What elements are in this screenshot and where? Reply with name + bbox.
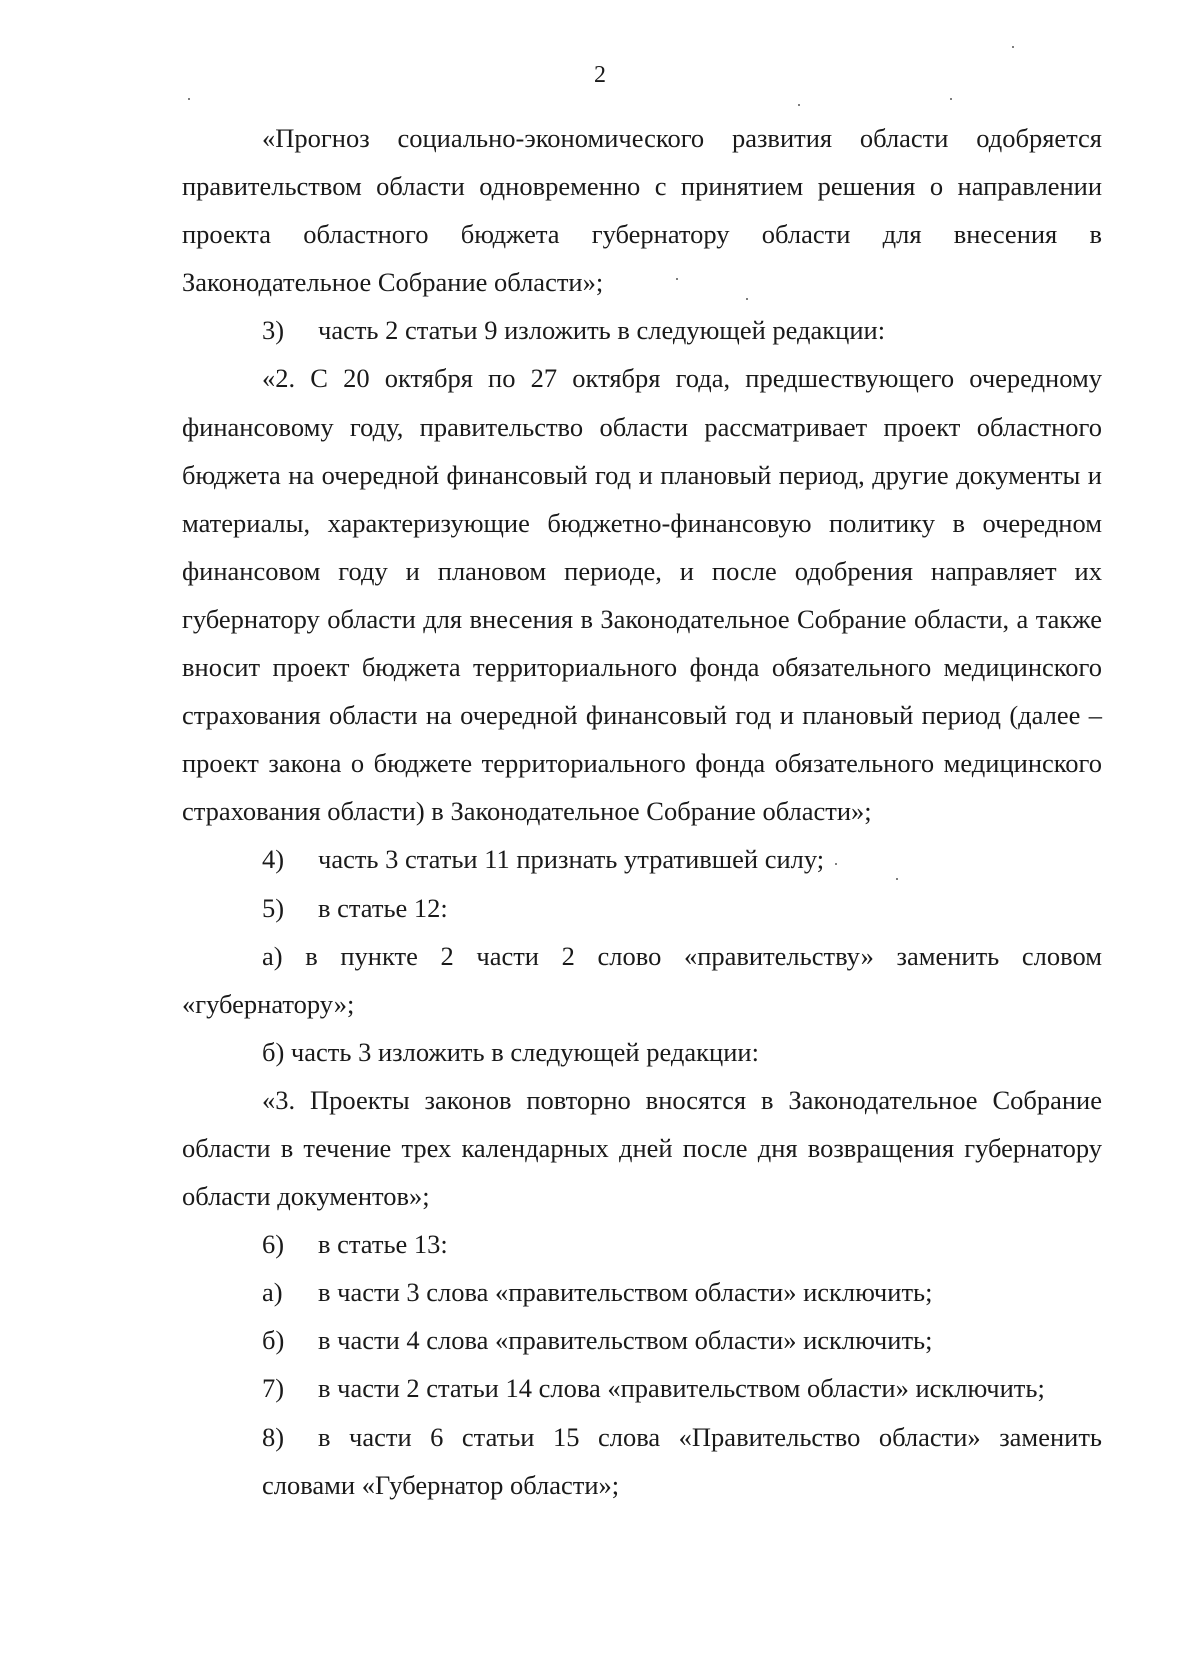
scan-speck [798,104,800,106]
item-text: в части 4 слова «правительством области» исключить; [318,1325,933,1356]
subitem-a-article-13 [182,1268,1102,1316]
item-number: 3) [262,315,285,346]
list-item-8 [182,1413,1102,1509]
item-number: б) [262,1325,285,1356]
scan-speck [1012,46,1014,48]
scan-speck [896,878,898,880]
list-item-7 [182,1364,1102,1412]
item-number: 6) [262,1229,285,1260]
scan-speck [746,298,748,300]
document-body [182,114,1102,1509]
item-text: часть 2 статьи 9 изложить в следующей редакции: [318,315,886,346]
item-number: 4) [262,844,285,875]
item-number: а) [262,1277,283,1308]
subitem-b-article-13 [182,1316,1102,1364]
item-text: часть 3 статьи 11 признать утратившей силу; [318,844,825,875]
item-text: в части 6 статьи 15 слова «Правительство области» заменить словами «Губернатор области»; [262,1421,1102,1500]
item-number: 7) [262,1373,285,1404]
item-text: в статье 12: [318,892,448,923]
scan-speck [950,98,952,100]
scan-speck [676,278,678,280]
list-item-6 [182,1220,1102,1268]
paragraph-article-12-part-3: «3. Проекты законов повторно вносятся в Законодательное Собрание области в течение трех календарных дней после дня возвращения губернатору области документов»; [182,1084,1102,1212]
subitem-b-article-12: б) часть 3 изложить в следующей редакции: [262,1036,759,1067]
list-item-5 [182,884,1102,932]
list-item-3 [182,306,1102,354]
paragraph-article-9-part-2: «2. С 20 октября по 27 октября года, предшествующего очередному финансовому году, правительство области рассматривает проект областного бюджета на очередной финансовый год и плановый период, другие документы и материалы, характеризующие бюджетно-финансовую политику в очередном финансовом году и плановом периоде, и после одобрения направляет их губернатору области для внесения в Законодательное Собрание области, а также вносит проект бюджета территориального фонда обязательного медицинского страхования области на очередной финансовый год и плановый период (далее – проект закона о бюджете территориального фонда обязательного медицинского страхования области) в Законодательное Собрание области»; [182,363,1102,827]
item-number: 5) [262,892,285,923]
paragraph-forecast: «Прогноз социально-экономического развития области одобряется правительством области одновременно с принятием решения о направлении проекта областного бюджета губернатору области для внесения в Законодательное Собрание области»; [182,123,1102,298]
item-text: в статье 13: [318,1229,448,1260]
page-number: 2 [594,62,606,88]
subitem-a-article-12: а) в пункте 2 части 2 слово «правительству» заменить словом «губернатору»; [182,940,1102,1019]
item-text: в части 3 слова «правительством области» исключить; [318,1277,933,1308]
scan-speck [835,863,837,865]
item-text: в части 2 статьи 14 слова «правительством области» исключить; [318,1373,1045,1404]
list-item-4 [182,835,1102,883]
scan-speck [188,98,190,100]
item-number: 8) [262,1421,285,1452]
